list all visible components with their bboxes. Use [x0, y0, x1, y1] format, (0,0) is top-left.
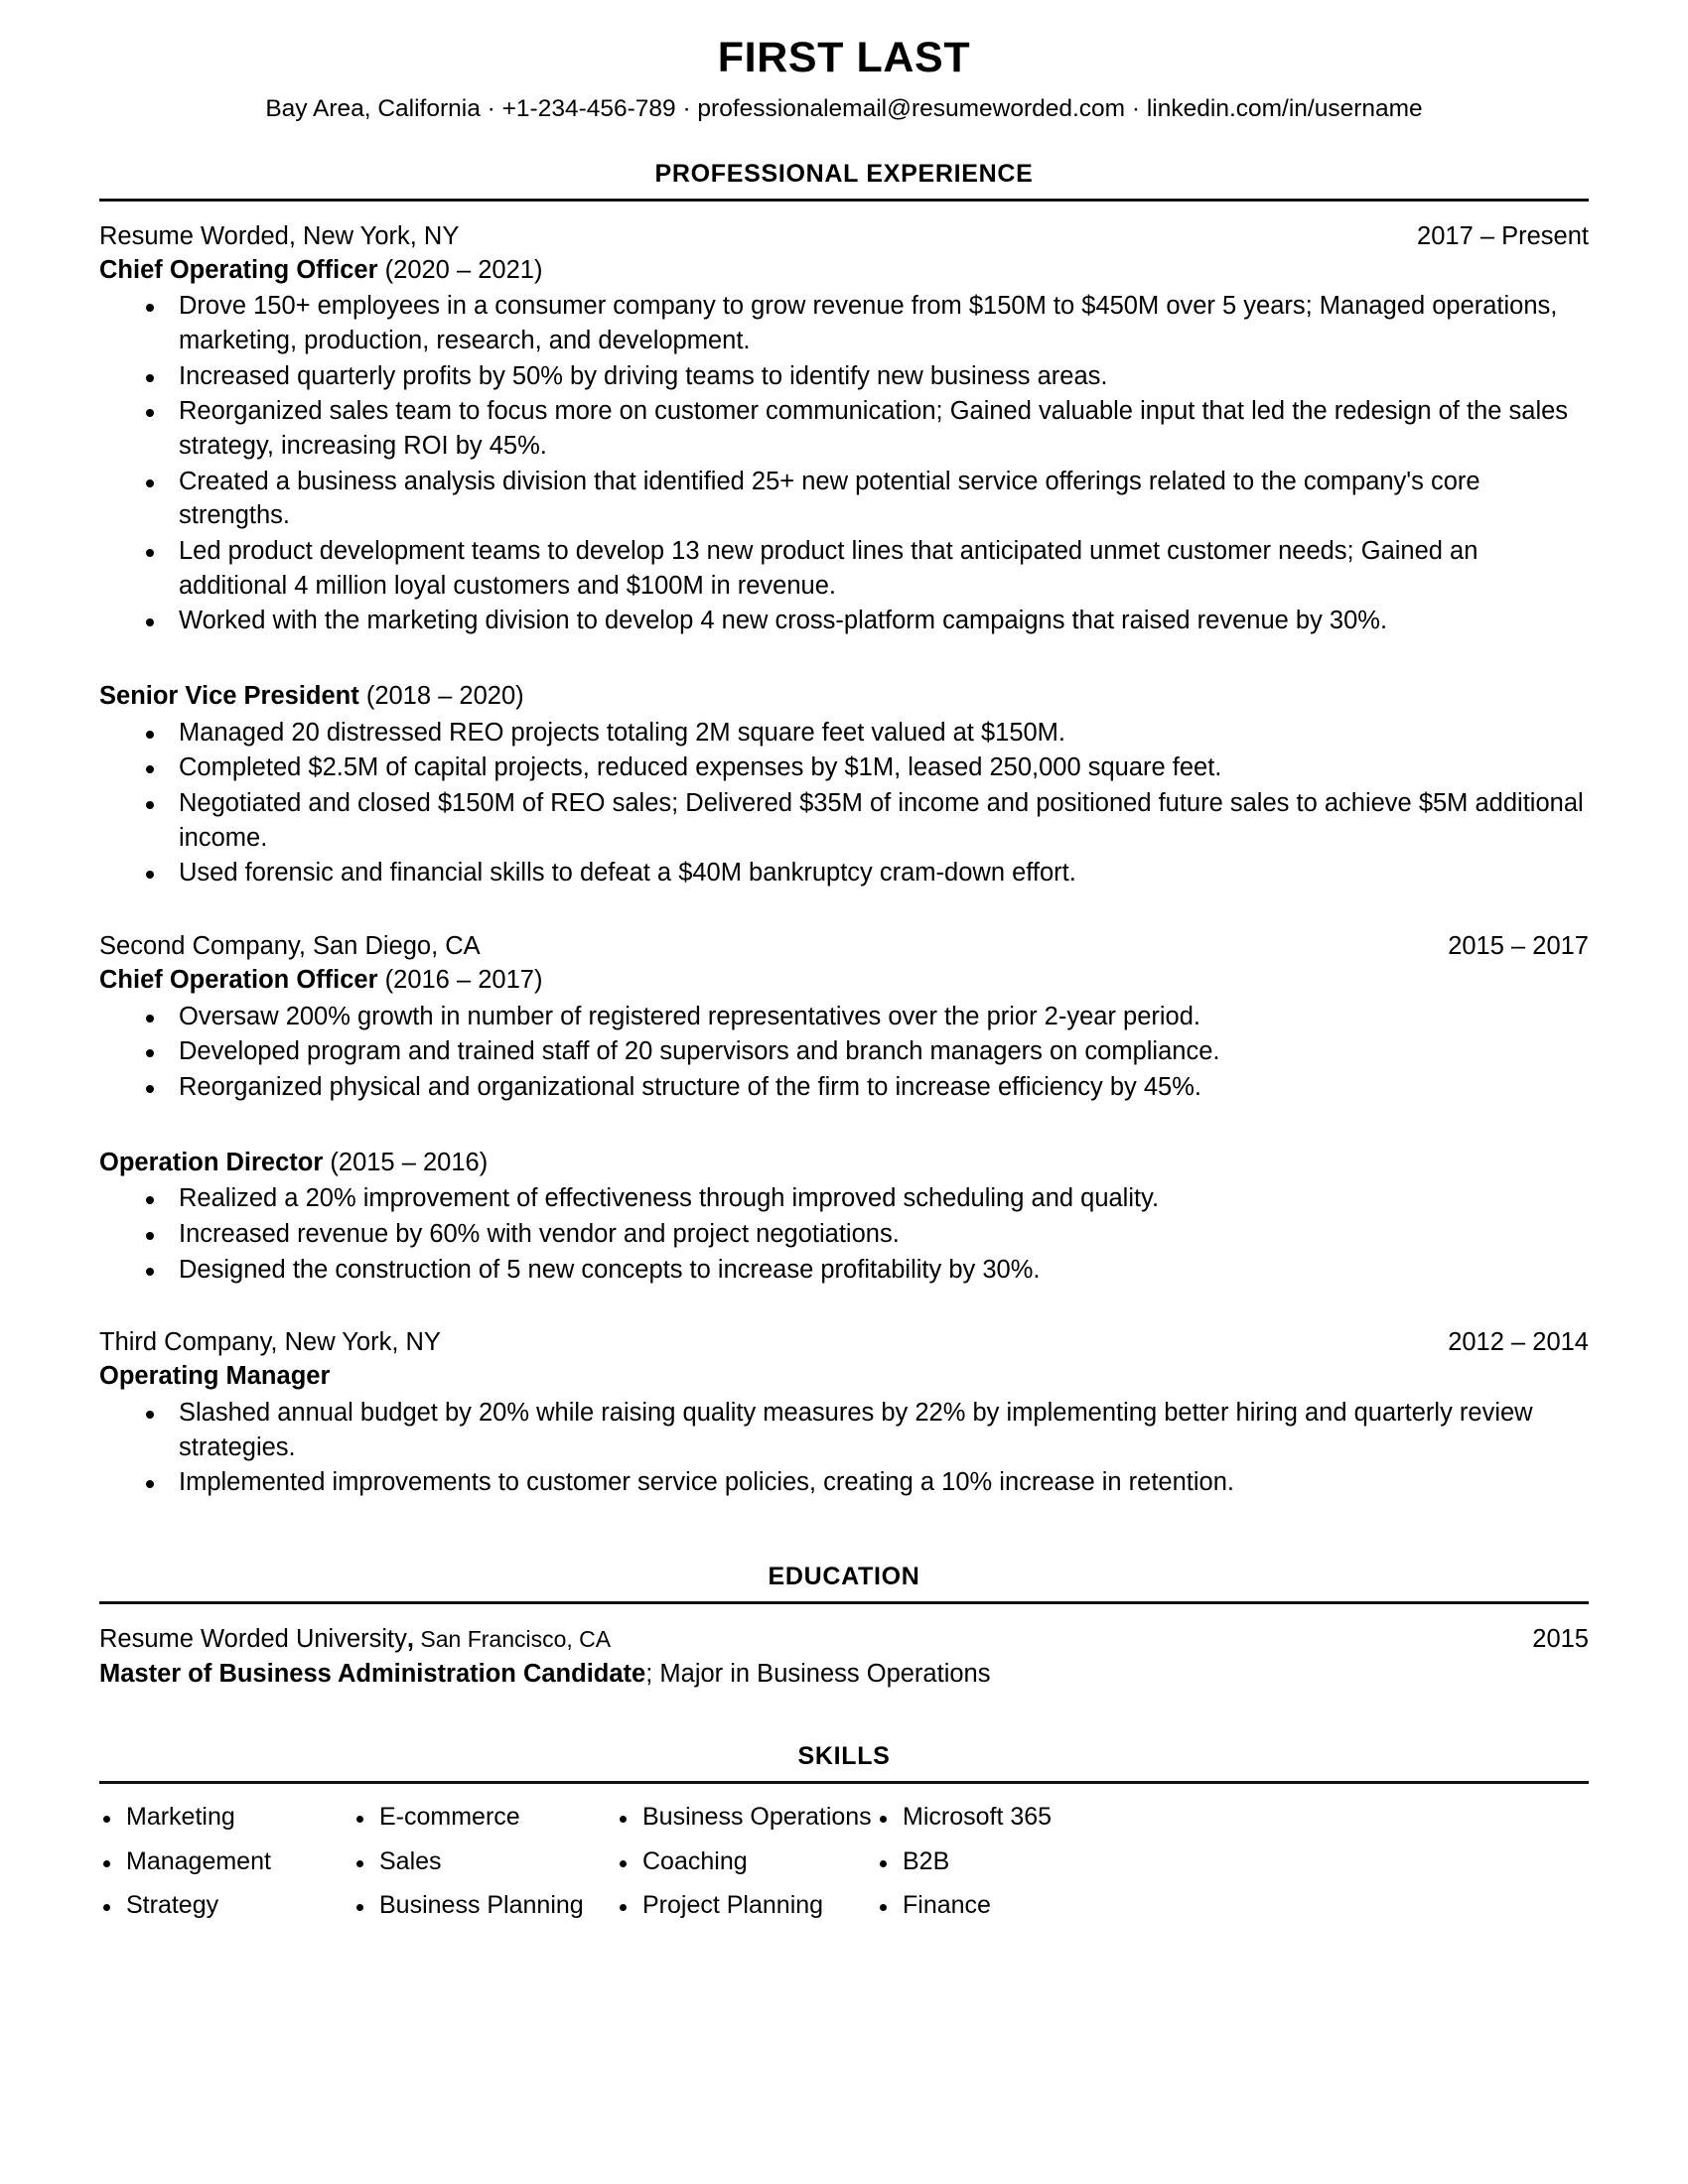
skill-item: E-commerce [352, 1804, 616, 1832]
company-name: Resume Worded, New York, NY [99, 221, 460, 250]
education-entry-header [99, 1624, 1589, 1656]
role-header [99, 964, 1589, 998]
company-dates: 2017 – Present [1417, 221, 1589, 250]
experience-entry [99, 221, 1589, 890]
role-header [99, 1147, 1589, 1180]
skills-column [616, 1804, 876, 1937]
bullet-item: Designed the construction of 5 new concepts to increase profitability by 30%. [99, 1253, 1589, 1288]
bullet-item: Led product development teams to develop 13 new product lines that anticipated unmet customer needs; Gained an additional 4 million loyal customers and $100M in revenue. [99, 534, 1589, 603]
bullet-item: Developed program and trained staff of 20 supervisors and branch managers on compliance. [99, 1034, 1589, 1069]
role-bullet-list [99, 289, 1589, 638]
skill-item: Coaching [616, 1848, 876, 1876]
bullet-item: Slashed annual budget by 20% while raising quality measures by 22% by implementing better hiring and quarterly review strategies. [99, 1396, 1589, 1464]
role-bullet-list [99, 1396, 1589, 1500]
role-bullet-list [99, 1181, 1589, 1287]
skill-item: Marketing [99, 1804, 352, 1832]
bullet-item: Increased revenue by 60% with vendor and project negotiations. [99, 1217, 1589, 1252]
bullet-item: Oversaw 200% growth in number of registered representatives over the prior 2-year period. [99, 1000, 1589, 1034]
role-dates: (2015 – 2016) [330, 1148, 489, 1176]
bullet-item: Created a business analysis division that identified 25+ new potential service offerings related to the company's core strengths. [99, 465, 1589, 533]
experience-entry-header [99, 221, 1589, 253]
role-header [99, 680, 1589, 714]
experience-entry [99, 931, 1589, 1287]
skills-column [876, 1804, 1589, 1937]
role-header [99, 1360, 1589, 1394]
skill-item: Finance [876, 1892, 1589, 1920]
role-dates: (2018 – 2020) [365, 682, 524, 711]
education-dates: 2015 [1532, 1624, 1589, 1653]
section-title-skills: SKILLS [797, 1742, 891, 1771]
bullet-item: Negotiated and closed $150M of REO sales; Delivered $35M of income and positioned future sales to achieve $5M additional income. [99, 786, 1589, 855]
bullet-item: Completed $2.5M of capital projects, reduced expenses by $1M, leased 250,000 square feet. [99, 751, 1589, 785]
contact-line: Bay Area, California · +1-234-456-789 · professionalemail@resumeworded.com · linkedin.com/in/username [265, 95, 1423, 123]
skill-item: Microsoft 365 [876, 1804, 1589, 1832]
role-title: Chief Operation Officer [99, 965, 378, 994]
school-location: San Francisco, CA [413, 1625, 612, 1652]
section-title-education: EDUCATION [768, 1562, 920, 1590]
role-title: Chief Operating Officer [99, 255, 378, 284]
role-dates: (2016 – 2017) [384, 965, 543, 994]
company-name: Second Company, San Diego, CA [99, 932, 481, 961]
role-title: Senior Vice President [99, 682, 359, 711]
school-name: Resume Worded University [99, 1624, 407, 1653]
education-school-line [99, 1624, 611, 1656]
bullet-item: Reorganized physical and organizational structure of the firm to increase efficiency by 45%. [99, 1070, 1589, 1105]
spacer [99, 639, 1589, 679]
section-divider-experience [99, 199, 1589, 202]
bullet-item: Drove 150+ employees in a consumer company to grow revenue from $150M to $450M over 5 years; Managed operations, marketing, production, research, and development. [99, 289, 1589, 357]
skill-item: Management [99, 1848, 352, 1876]
company-dates: 2015 – 2017 [1448, 932, 1589, 961]
school-comma: , [406, 1624, 414, 1653]
role-header [99, 254, 1589, 288]
skill-item: Business Operations [616, 1804, 876, 1832]
bullet-item: Realized a 20% improvement of effectiveness through improved scheduling and quality. [99, 1181, 1589, 1216]
education-entry [99, 1624, 1589, 1692]
experience-entry-header [99, 1327, 1589, 1359]
company-dates: 2012 – 2014 [1448, 1328, 1589, 1357]
experience-entry [99, 1327, 1589, 1500]
role-bullet-list [99, 1000, 1589, 1105]
role-bullet-list [99, 716, 1589, 890]
role-title: Operating Manager [99, 1362, 331, 1391]
spacer [99, 1501, 1589, 1563]
degree-detail: ; Major in Business Operations [645, 1659, 991, 1688]
candidate-name: FIRST LAST [717, 34, 971, 81]
role-title: Operation Director [99, 1148, 324, 1176]
experience-entry-header [99, 931, 1589, 963]
spacer [99, 891, 1589, 931]
bullet-item: Used forensic and financial skills to defeat a $40M bankruptcy cram-down effort. [99, 856, 1589, 890]
bullet-item: Worked with the marketing division to develop 4 new cross-platform campaigns that raised revenue by 30%. [99, 604, 1589, 638]
section-divider-skills [99, 1781, 1589, 1784]
bullet-item: Reorganized sales team to focus more on customer communication; Gained valuable input that led the redesign of the sales strategy, increasing ROI by 45%. [99, 394, 1589, 463]
spacer [99, 1106, 1589, 1146]
company-name: Third Company, New York, NY [99, 1328, 441, 1357]
spacer [99, 1691, 1589, 1742]
bullet-item: Managed 20 distressed REO projects totaling 2M square feet valued at $150M. [99, 716, 1589, 751]
section-title-experience: PROFESSIONAL EXPERIENCE [654, 159, 1034, 188]
spacer [99, 1288, 1589, 1327]
skill-item: Business Planning [352, 1892, 616, 1920]
bullet-item: Implemented improvements to customer service policies, creating a 10% increase in retention. [99, 1465, 1589, 1500]
skill-item: Strategy [99, 1892, 352, 1920]
section-divider-education [99, 1601, 1589, 1604]
skills-column [352, 1804, 616, 1937]
degree-title: Master of Business Administration Candidate [99, 1659, 646, 1688]
skills-grid [99, 1804, 1589, 1937]
skill-item: Project Planning [616, 1892, 876, 1920]
role-dates: (2020 – 2021) [384, 255, 543, 284]
degree-line [99, 1658, 1589, 1692]
skill-item: B2B [876, 1848, 1589, 1876]
bullet-item: Increased quarterly profits by 50% by driving teams to identify new business areas. [99, 359, 1589, 394]
skill-item: Sales [352, 1848, 616, 1876]
skills-column [99, 1804, 352, 1937]
